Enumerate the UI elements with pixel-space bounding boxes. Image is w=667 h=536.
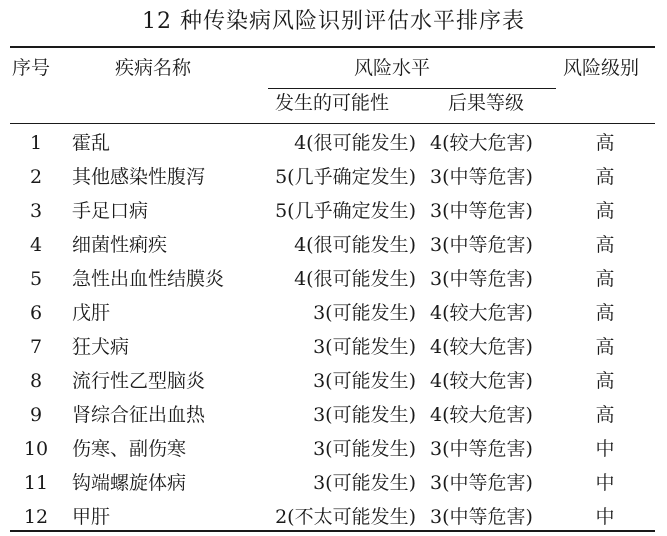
header-seq: 序号 <box>12 57 51 79</box>
row-disease-name: 流行性乙型脑炎 <box>72 370 206 392</box>
row-seq: 5 <box>29 268 43 290</box>
row-seq: 3 <box>29 200 43 222</box>
row-possibility: 2(不太可能发生) <box>275 506 416 528</box>
table-row <box>0 398 667 432</box>
table-row <box>0 194 667 228</box>
table-row <box>0 126 667 160</box>
row-consequence: 3(中等危害) <box>430 438 533 460</box>
row-consequence: 4(较大危害) <box>430 336 533 358</box>
row-possibility: 3(可能发生) <box>313 404 416 426</box>
row-possibility: 3(可能发生) <box>313 336 416 358</box>
row-disease-name: 细菌性痢疾 <box>72 234 168 256</box>
row-seq: 2 <box>29 166 43 188</box>
row-consequence: 4(较大危害) <box>430 404 533 426</box>
row-possibility: 5(几乎确定发生) <box>275 166 416 188</box>
row-risk-grade: 高 <box>595 404 615 426</box>
row-consequence: 4(较大危害) <box>430 370 533 392</box>
table-row <box>0 330 667 364</box>
row-disease-name: 急性出血性结膜炎 <box>72 268 225 290</box>
row-disease-name: 伤寒、副伤寒 <box>72 438 187 460</box>
row-disease-name: 其他感染性腹泻 <box>72 166 206 188</box>
row-consequence: 4(较大危害) <box>430 132 533 154</box>
row-risk-grade: 高 <box>595 302 615 324</box>
header-disease-name: 疾病名称 <box>115 57 192 79</box>
risk-level-span-rule <box>268 88 556 89</box>
row-seq: 6 <box>29 302 43 324</box>
row-possibility: 3(可能发生) <box>313 472 416 494</box>
row-risk-grade: 中 <box>595 506 615 528</box>
table-row <box>0 500 667 534</box>
row-risk-grade: 中 <box>595 472 615 494</box>
row-seq: 7 <box>29 336 43 358</box>
row-disease-name: 狂犬病 <box>72 336 130 358</box>
row-seq: 10 <box>23 438 49 460</box>
table-row <box>0 296 667 330</box>
row-possibility: 3(可能发生) <box>313 302 416 324</box>
table-row <box>0 228 667 262</box>
row-risk-grade: 高 <box>595 132 615 154</box>
row-risk-grade: 高 <box>595 370 615 392</box>
row-possibility: 3(可能发生) <box>313 370 416 392</box>
row-consequence: 3(中等危害) <box>430 268 533 290</box>
table-row <box>0 160 667 194</box>
row-consequence: 3(中等危害) <box>430 472 533 494</box>
table-row <box>0 432 667 466</box>
row-possibility: 4(很可能发生) <box>294 268 416 290</box>
row-consequence: 3(中等危害) <box>430 234 533 256</box>
row-risk-grade: 中 <box>595 438 615 460</box>
row-risk-grade: 高 <box>595 200 615 222</box>
table-title: 12 种传染病风险识别评估水平排序表 <box>142 9 525 34</box>
row-possibility: 3(可能发生) <box>313 438 416 460</box>
row-disease-name: 手足口病 <box>72 200 149 222</box>
row-risk-grade: 高 <box>595 166 615 188</box>
row-risk-grade: 高 <box>595 336 615 358</box>
row-seq: 12 <box>23 506 49 528</box>
row-disease-name: 戊肝 <box>72 302 111 324</box>
header-risk-level: 风险水平 <box>354 57 431 79</box>
row-consequence: 3(中等危害) <box>430 200 533 222</box>
row-risk-grade: 高 <box>595 268 615 290</box>
row-consequence: 4(较大危害) <box>430 302 533 324</box>
table-row <box>0 364 667 398</box>
row-seq: 1 <box>29 132 43 154</box>
row-possibility: 5(几乎确定发生) <box>275 200 416 222</box>
row-seq: 9 <box>29 404 43 426</box>
header-consequence: 后果等级 <box>448 92 525 114</box>
row-disease-name: 甲肝 <box>72 506 111 528</box>
row-consequence: 3(中等危害) <box>430 506 533 528</box>
row-seq: 11 <box>23 472 49 494</box>
row-disease-name: 霍乱 <box>72 132 111 154</box>
row-possibility: 4(很可能发生) <box>294 132 416 154</box>
table-row <box>0 466 667 500</box>
bottom-rule <box>10 530 655 532</box>
header-possibility: 发生的可能性 <box>275 92 390 114</box>
row-seq: 8 <box>29 370 43 392</box>
row-disease-name: 肾综合征出血热 <box>72 404 206 426</box>
row-risk-grade: 高 <box>595 234 615 256</box>
row-possibility: 4(很可能发生) <box>294 234 416 256</box>
top-rule <box>10 46 655 48</box>
row-disease-name: 钩端螺旋体病 <box>72 472 187 494</box>
row-seq: 4 <box>29 234 43 256</box>
row-consequence: 3(中等危害) <box>430 166 533 188</box>
header-risk-grade: 风险级别 <box>563 57 640 79</box>
table-row <box>0 262 667 296</box>
header-rule <box>10 123 655 124</box>
